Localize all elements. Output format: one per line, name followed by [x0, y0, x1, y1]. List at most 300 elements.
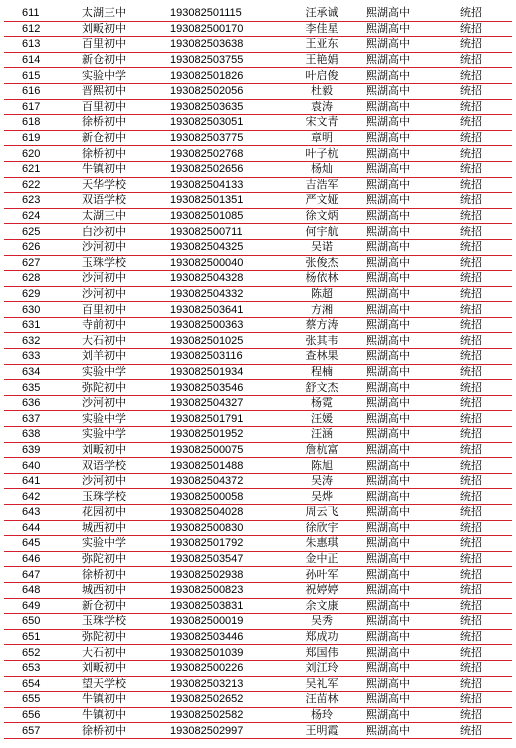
student-name-cell: 汪媛	[280, 411, 364, 427]
row-number-cell: 620	[4, 146, 80, 162]
exam-id-cell: 193082503641	[168, 302, 280, 318]
student-name-cell: 汪涵	[280, 427, 364, 443]
row-number-cell: 618	[4, 115, 80, 131]
row-number-cell: 634	[4, 364, 80, 380]
exam-id-cell: 193082500040	[168, 255, 280, 271]
admission-type-cell: 统招	[458, 567, 512, 583]
row-number-cell: 629	[4, 286, 80, 302]
admitted-school-cell: 熙湖高中	[364, 520, 458, 536]
school-name-cell: 晋熙初中	[80, 83, 168, 99]
table-row	[4, 21, 512, 37]
student-name-cell: 宋文青	[280, 115, 364, 131]
table-row	[4, 255, 512, 271]
table-row	[4, 286, 512, 302]
admitted-school-cell: 熙湖高中	[364, 676, 458, 692]
student-name-cell: 周云飞	[280, 505, 364, 521]
admitted-school-cell: 熙湖高中	[364, 286, 458, 302]
row-number-cell: 639	[4, 442, 80, 458]
student-name-cell: 吴涛	[280, 473, 364, 489]
exam-id-cell: 193082501826	[168, 68, 280, 84]
row-number-cell: 626	[4, 239, 80, 255]
student-name-cell: 张俊杰	[280, 255, 364, 271]
exam-id-cell: 193082501351	[168, 193, 280, 209]
admitted-school-cell: 熙湖高中	[364, 395, 458, 411]
admission-type-cell: 统招	[458, 52, 512, 68]
admission-list-body	[4, 6, 512, 738]
exam-id-cell: 193082501934	[168, 364, 280, 380]
school-name-cell: 牛镇初中	[80, 161, 168, 177]
table-row	[4, 551, 512, 567]
student-name-cell: 舒文杰	[280, 380, 364, 396]
row-number-cell: 633	[4, 349, 80, 365]
student-name-cell: 陈超	[280, 286, 364, 302]
admitted-school-cell: 熙湖高中	[364, 723, 458, 739]
exam-id-cell: 193082503638	[168, 37, 280, 53]
row-number-cell: 630	[4, 302, 80, 318]
school-name-cell: 百里初中	[80, 99, 168, 115]
exam-id-cell: 193082502938	[168, 567, 280, 583]
admitted-school-cell: 熙湖高中	[364, 255, 458, 271]
admitted-school-cell: 熙湖高中	[364, 582, 458, 598]
table-row	[4, 707, 512, 723]
admission-type-cell: 统招	[458, 208, 512, 224]
admission-type-cell: 统招	[458, 582, 512, 598]
table-row	[4, 115, 512, 131]
admission-type-cell: 统招	[458, 707, 512, 723]
admission-type-cell: 统招	[458, 271, 512, 287]
table-row	[4, 411, 512, 427]
admission-type-cell: 统招	[458, 473, 512, 489]
admission-type-cell: 统招	[458, 37, 512, 53]
row-number-cell: 617	[4, 99, 80, 115]
school-name-cell: 太湖三中	[80, 6, 168, 21]
row-number-cell: 638	[4, 427, 80, 443]
student-name-cell: 郑成功	[280, 629, 364, 645]
student-name-cell: 袁涛	[280, 99, 364, 115]
school-name-cell: 太湖三中	[80, 208, 168, 224]
row-number-cell: 635	[4, 380, 80, 396]
school-name-cell: 白沙初中	[80, 224, 168, 240]
table-row	[4, 660, 512, 676]
student-name-cell: 叶启俊	[280, 68, 364, 84]
table-row	[4, 582, 512, 598]
exam-id-cell: 193082504133	[168, 177, 280, 193]
school-name-cell: 刘畈初中	[80, 660, 168, 676]
school-name-cell: 牛镇初中	[80, 707, 168, 723]
row-number-cell: 636	[4, 395, 80, 411]
admitted-school-cell: 熙湖高中	[364, 411, 458, 427]
exam-id-cell: 193082504372	[168, 473, 280, 489]
exam-id-cell: 193082504325	[168, 239, 280, 255]
admission-type-cell: 统招	[458, 520, 512, 536]
exam-id-cell: 193082501792	[168, 536, 280, 552]
admission-type-cell: 统招	[458, 302, 512, 318]
table-row	[4, 395, 512, 411]
row-number-cell: 627	[4, 255, 80, 271]
exam-id-cell: 193082503116	[168, 349, 280, 365]
admission-type-cell: 统招	[458, 349, 512, 365]
admitted-school-cell: 熙湖高中	[364, 224, 458, 240]
table-row	[4, 239, 512, 255]
school-name-cell: 大石初中	[80, 333, 168, 349]
student-name-cell: 王明霞	[280, 723, 364, 739]
exam-id-cell: 193082500019	[168, 614, 280, 630]
student-name-cell: 汪苗林	[280, 692, 364, 708]
student-name-cell: 吴礼军	[280, 676, 364, 692]
admission-type-cell: 统招	[458, 614, 512, 630]
student-name-cell: 孙叶军	[280, 567, 364, 583]
school-name-cell: 双语学校	[80, 458, 168, 474]
table-row	[4, 146, 512, 162]
exam-id-cell: 193082501115	[168, 6, 280, 21]
table-row	[4, 473, 512, 489]
row-number-cell: 650	[4, 614, 80, 630]
admitted-school-cell: 熙湖高中	[364, 161, 458, 177]
admission-type-cell: 统招	[458, 115, 512, 131]
exam-id-cell: 193082503547	[168, 551, 280, 567]
exam-id-cell: 193082502582	[168, 707, 280, 723]
exam-id-cell: 193082502056	[168, 83, 280, 99]
school-name-cell: 新仓初中	[80, 52, 168, 68]
student-name-cell: 杜毅	[280, 83, 364, 99]
row-number-cell: 643	[4, 505, 80, 521]
row-number-cell: 614	[4, 52, 80, 68]
school-name-cell: 沙河初中	[80, 239, 168, 255]
school-name-cell: 城西初中	[80, 582, 168, 598]
student-name-cell: 严文娅	[280, 193, 364, 209]
exam-id-cell: 193082504328	[168, 271, 280, 287]
table-row	[4, 302, 512, 318]
row-number-cell: 624	[4, 208, 80, 224]
school-name-cell: 百里初中	[80, 37, 168, 53]
school-name-cell: 实验中学	[80, 427, 168, 443]
school-name-cell: 徐桥初中	[80, 146, 168, 162]
school-name-cell: 徐桥初中	[80, 567, 168, 583]
table-row	[4, 676, 512, 692]
admission-type-cell: 统招	[458, 489, 512, 505]
admission-type-cell: 统招	[458, 68, 512, 84]
school-name-cell: 玉珠学校	[80, 489, 168, 505]
admission-type-cell: 统招	[458, 411, 512, 427]
student-name-cell: 吴秀	[280, 614, 364, 630]
table-row	[4, 442, 512, 458]
exam-id-cell: 193082501791	[168, 411, 280, 427]
student-name-cell: 杨霓	[280, 395, 364, 411]
admitted-school-cell: 熙湖高中	[364, 380, 458, 396]
exam-id-cell: 193082504028	[168, 505, 280, 521]
exam-id-cell: 193082503546	[168, 380, 280, 396]
admitted-school-cell: 熙湖高中	[364, 115, 458, 131]
exam-id-cell: 193082500711	[168, 224, 280, 240]
student-name-cell: 陈旭	[280, 458, 364, 474]
exam-id-cell: 193082501039	[168, 645, 280, 661]
row-number-cell: 621	[4, 161, 80, 177]
table-row	[4, 598, 512, 614]
table-row	[4, 177, 512, 193]
admission-type-cell: 统招	[458, 99, 512, 115]
admitted-school-cell: 熙湖高中	[364, 6, 458, 21]
table-row	[4, 458, 512, 474]
row-number-cell: 644	[4, 520, 80, 536]
row-number-cell: 641	[4, 473, 80, 489]
admitted-school-cell: 熙湖高中	[364, 567, 458, 583]
table-row	[4, 333, 512, 349]
row-number-cell: 642	[4, 489, 80, 505]
exam-id-cell: 193082502997	[168, 723, 280, 739]
row-number-cell: 653	[4, 660, 80, 676]
row-number-cell: 655	[4, 692, 80, 708]
exam-id-cell: 193082502768	[168, 146, 280, 162]
row-number-cell: 637	[4, 411, 80, 427]
row-number-cell: 619	[4, 130, 80, 146]
admitted-school-cell: 熙湖高中	[364, 692, 458, 708]
table-row	[4, 317, 512, 333]
table-row	[4, 271, 512, 287]
student-name-cell: 王艳娟	[280, 52, 364, 68]
exam-id-cell: 193082501488	[168, 458, 280, 474]
student-name-cell: 王亚东	[280, 37, 364, 53]
row-number-cell: 649	[4, 598, 80, 614]
table-row	[4, 99, 512, 115]
admitted-school-cell: 熙湖高中	[364, 177, 458, 193]
admission-type-cell: 统招	[458, 598, 512, 614]
school-name-cell: 沙河初中	[80, 395, 168, 411]
student-name-cell: 章明	[280, 130, 364, 146]
admission-type-cell: 统招	[458, 458, 512, 474]
row-number-cell: 652	[4, 645, 80, 661]
admitted-school-cell: 熙湖高中	[364, 364, 458, 380]
admission-type-cell: 统招	[458, 6, 512, 21]
exam-id-cell: 193082504332	[168, 286, 280, 302]
student-name-cell: 李佳星	[280, 21, 364, 37]
school-name-cell: 徐桥初中	[80, 115, 168, 131]
exam-id-cell: 193082501085	[168, 208, 280, 224]
admission-type-cell: 统招	[458, 239, 512, 255]
exam-id-cell: 193082503446	[168, 629, 280, 645]
table-row	[4, 489, 512, 505]
table-row	[4, 208, 512, 224]
table-row	[4, 629, 512, 645]
exam-id-cell: 193082502656	[168, 161, 280, 177]
admission-type-cell: 统招	[458, 629, 512, 645]
student-name-cell: 郑国伟	[280, 645, 364, 661]
student-name-cell: 金中正	[280, 551, 364, 567]
admitted-school-cell: 熙湖高中	[364, 83, 458, 99]
school-name-cell: 百里初中	[80, 302, 168, 318]
admission-type-cell: 统招	[458, 551, 512, 567]
school-name-cell: 花园初中	[80, 505, 168, 521]
school-name-cell: 刘羊初中	[80, 349, 168, 365]
admitted-school-cell: 熙湖高中	[364, 349, 458, 365]
student-name-cell: 杨依林	[280, 271, 364, 287]
admission-type-cell: 统招	[458, 317, 512, 333]
exam-id-cell: 193082502652	[168, 692, 280, 708]
table-row	[4, 193, 512, 209]
exam-id-cell: 193082500170	[168, 21, 280, 37]
school-name-cell: 刘畈初中	[80, 442, 168, 458]
school-name-cell: 玉珠学校	[80, 614, 168, 630]
admitted-school-cell: 熙湖高中	[364, 489, 458, 505]
table-row	[4, 427, 512, 443]
school-name-cell: 实验中学	[80, 411, 168, 427]
row-number-cell: 640	[4, 458, 80, 474]
school-name-cell: 望天学校	[80, 676, 168, 692]
row-number-cell: 654	[4, 676, 80, 692]
row-number-cell: 646	[4, 551, 80, 567]
school-name-cell: 弥陀初中	[80, 551, 168, 567]
table-row	[4, 723, 512, 739]
student-name-cell: 蔡方涛	[280, 317, 364, 333]
table-row	[4, 130, 512, 146]
admitted-school-cell: 熙湖高中	[364, 68, 458, 84]
table-row	[4, 520, 512, 536]
exam-id-cell: 193082503775	[168, 130, 280, 146]
school-name-cell: 沙河初中	[80, 473, 168, 489]
row-number-cell: 623	[4, 193, 80, 209]
student-name-cell: 吴诺	[280, 239, 364, 255]
admitted-school-cell: 熙湖高中	[364, 317, 458, 333]
admitted-school-cell: 熙湖高中	[364, 551, 458, 567]
exam-id-cell: 193082501952	[168, 427, 280, 443]
admission-type-cell: 统招	[458, 723, 512, 739]
school-name-cell: 弥陀初中	[80, 380, 168, 396]
table-row	[4, 380, 512, 396]
admission-type-cell: 统招	[458, 333, 512, 349]
row-number-cell: 612	[4, 21, 80, 37]
exam-id-cell: 193082500075	[168, 442, 280, 458]
admission-type-cell: 统招	[458, 83, 512, 99]
student-name-cell: 汪承诚	[280, 6, 364, 21]
table-row	[4, 505, 512, 521]
table-row	[4, 614, 512, 630]
school-name-cell: 双语学校	[80, 193, 168, 209]
row-number-cell: 657	[4, 723, 80, 739]
admitted-school-cell: 熙湖高中	[364, 505, 458, 521]
row-number-cell: 632	[4, 333, 80, 349]
school-name-cell: 实验中学	[80, 536, 168, 552]
exam-id-cell: 193082503831	[168, 598, 280, 614]
school-name-cell: 实验中学	[80, 68, 168, 84]
exam-id-cell: 193082503635	[168, 99, 280, 115]
admitted-school-cell: 熙湖高中	[364, 707, 458, 723]
table-row	[4, 83, 512, 99]
student-name-cell: 程楠	[280, 364, 364, 380]
row-number-cell: 628	[4, 271, 80, 287]
table-row	[4, 645, 512, 661]
admitted-school-cell: 熙湖高中	[364, 130, 458, 146]
exam-id-cell: 193082504327	[168, 395, 280, 411]
admitted-school-cell: 熙湖高中	[364, 21, 458, 37]
school-name-cell: 徐桥初中	[80, 723, 168, 739]
student-name-cell: 吴烨	[280, 489, 364, 505]
student-name-cell: 方湘	[280, 302, 364, 318]
admitted-school-cell: 熙湖高中	[364, 442, 458, 458]
table-row	[4, 349, 512, 365]
exam-id-cell: 193082501025	[168, 333, 280, 349]
table-row	[4, 692, 512, 708]
admission-type-cell: 统招	[458, 255, 512, 271]
table-row	[4, 364, 512, 380]
row-number-cell: 611	[4, 6, 80, 21]
student-name-cell: 何宇航	[280, 224, 364, 240]
table-row	[4, 37, 512, 53]
admission-type-cell: 统招	[458, 161, 512, 177]
admitted-school-cell: 熙湖高中	[364, 208, 458, 224]
table-row	[4, 536, 512, 552]
admission-type-cell: 统招	[458, 286, 512, 302]
admitted-school-cell: 熙湖高中	[364, 193, 458, 209]
school-name-cell: 弥陀初中	[80, 629, 168, 645]
admitted-school-cell: 熙湖高中	[364, 598, 458, 614]
admission-type-cell: 统招	[458, 660, 512, 676]
admission-type-cell: 统招	[458, 395, 512, 411]
admission-type-cell: 统招	[458, 692, 512, 708]
table-row	[4, 52, 512, 68]
table-row	[4, 161, 512, 177]
row-number-cell: 615	[4, 68, 80, 84]
row-number-cell: 625	[4, 224, 80, 240]
row-number-cell: 656	[4, 707, 80, 723]
student-name-cell: 徐欣宇	[280, 520, 364, 536]
student-name-cell: 杨玲	[280, 707, 364, 723]
admission-type-cell: 统招	[458, 536, 512, 552]
row-number-cell: 647	[4, 567, 80, 583]
admission-type-cell: 统招	[458, 645, 512, 661]
row-number-cell: 613	[4, 37, 80, 53]
admission-type-cell: 统招	[458, 427, 512, 443]
row-number-cell: 631	[4, 317, 80, 333]
row-number-cell: 648	[4, 582, 80, 598]
row-number-cell: 651	[4, 629, 80, 645]
student-name-cell: 詹杭富	[280, 442, 364, 458]
school-name-cell: 寺前初中	[80, 317, 168, 333]
admission-type-cell: 统招	[458, 442, 512, 458]
student-name-cell: 查林果	[280, 349, 364, 365]
student-name-cell: 刘江玲	[280, 660, 364, 676]
student-name-cell: 叶子杭	[280, 146, 364, 162]
admitted-school-cell: 熙湖高中	[364, 614, 458, 630]
student-name-cell: 祝婷婷	[280, 582, 364, 598]
school-name-cell: 城西初中	[80, 520, 168, 536]
admission-type-cell: 统招	[458, 146, 512, 162]
admission-type-cell: 统招	[458, 193, 512, 209]
school-name-cell: 刘畈初中	[80, 21, 168, 37]
row-number-cell: 616	[4, 83, 80, 99]
admitted-school-cell: 熙湖高中	[364, 333, 458, 349]
admission-type-cell: 统招	[458, 380, 512, 396]
admitted-school-cell: 熙湖高中	[364, 645, 458, 661]
exam-id-cell: 193082503755	[168, 52, 280, 68]
admitted-school-cell: 熙湖高中	[364, 629, 458, 645]
admitted-school-cell: 熙湖高中	[364, 427, 458, 443]
admitted-school-cell: 熙湖高中	[364, 271, 458, 287]
row-number-cell: 645	[4, 536, 80, 552]
table-row	[4, 224, 512, 240]
admission-type-cell: 统招	[458, 177, 512, 193]
school-name-cell: 新仓初中	[80, 598, 168, 614]
admission-type-cell: 统招	[458, 130, 512, 146]
table-row	[4, 6, 512, 21]
admitted-school-cell: 熙湖高中	[364, 473, 458, 489]
row-number-cell: 622	[4, 177, 80, 193]
table-row	[4, 68, 512, 84]
exam-id-cell: 193082503051	[168, 115, 280, 131]
exam-id-cell: 193082500363	[168, 317, 280, 333]
admission-type-cell: 统招	[458, 21, 512, 37]
student-name-cell: 徐文炳	[280, 208, 364, 224]
exam-id-cell: 193082503213	[168, 676, 280, 692]
school-name-cell: 新仓初中	[80, 130, 168, 146]
